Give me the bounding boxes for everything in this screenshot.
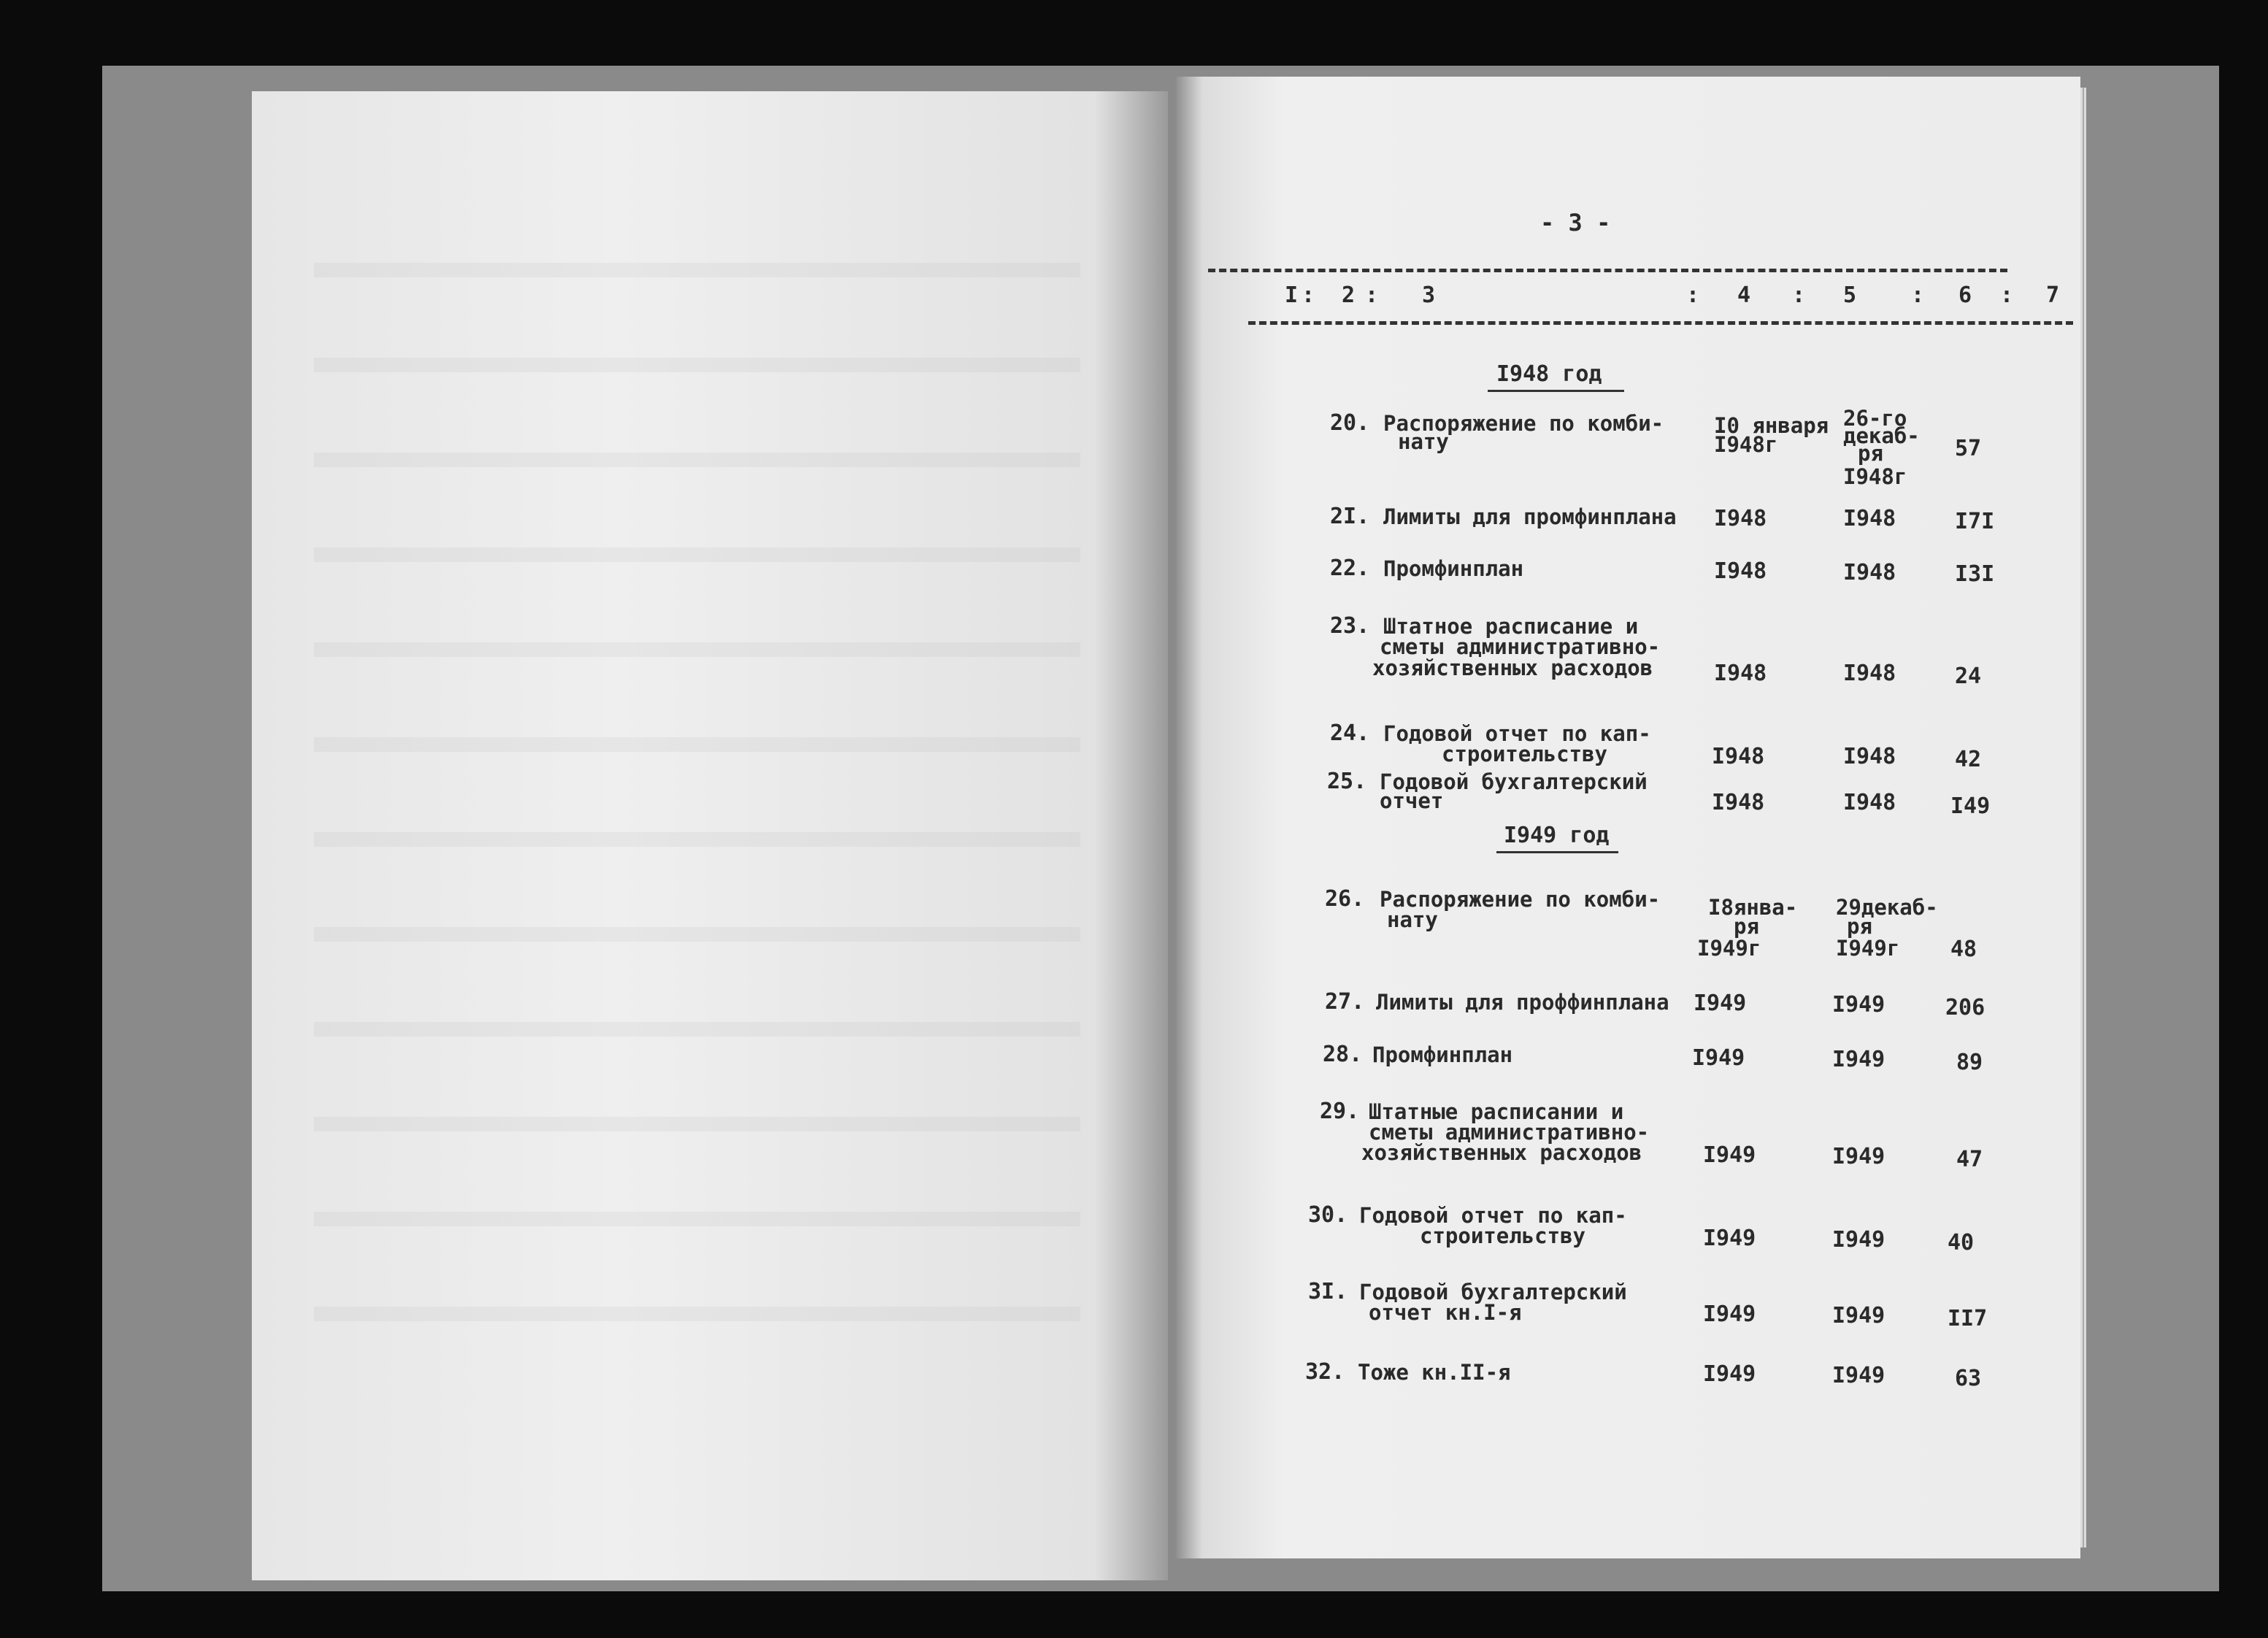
row-end-date: I949 — [1832, 1227, 1885, 1253]
row-end-date: I949 — [1832, 1144, 1885, 1169]
row-start-date: I948г — [1714, 432, 1778, 457]
row-title: отчет — [1380, 788, 1444, 813]
row-end-date: ря — [1847, 914, 1872, 939]
row-start-date: I949 — [1703, 1142, 1756, 1168]
row-title: Промфинплан — [1383, 556, 1524, 581]
row-start-date: I0 января — [1714, 413, 1829, 438]
row-sheets: 206 — [1945, 995, 1986, 1020]
header-col-4: 4 — [1737, 282, 1751, 308]
row-number: 3I. — [1308, 1279, 1348, 1304]
header-col-6: 6 — [1958, 282, 1972, 308]
row-title: Тоже кн.II-я — [1358, 1360, 1511, 1385]
row-title: строительству — [1420, 1223, 1585, 1248]
header-rule-bottom — [1248, 321, 2073, 325]
row-start-date: I948 — [1712, 790, 1765, 815]
row-start-date: I949 — [1703, 1226, 1756, 1251]
row-title: Годовой отчет по кап- — [1359, 1203, 1627, 1228]
row-number: 22. — [1330, 555, 1370, 581]
row-end-date: декаб- — [1843, 423, 1920, 448]
header-col-7: 7 — [2046, 282, 2060, 308]
row-title: Распоряжение по комби- — [1383, 411, 1664, 436]
section-title-1948: I948 год — [1488, 364, 1624, 392]
header-sep: : — [2000, 282, 2014, 308]
header-sep: : — [1792, 282, 1806, 308]
row-end-date: I949г — [1836, 936, 1900, 961]
header-sep: : — [1365, 282, 1379, 308]
row-title: Годовой бухгалтерский — [1380, 769, 1648, 794]
row-title: Годовой бухгалтерский — [1359, 1280, 1627, 1304]
row-sheets: I7I — [1955, 509, 1995, 534]
header-sep: : — [1911, 282, 1925, 308]
header-col-5: 5 — [1843, 282, 1857, 308]
header-sep: : — [1686, 282, 1700, 308]
row-end-date: I948 — [1843, 560, 1896, 585]
row-title: Штатные расписании и — [1369, 1099, 1624, 1124]
section-title-1949: I949 год — [1496, 825, 1618, 853]
row-sheets: 47 — [1956, 1147, 1983, 1172]
row-title: Лимиты для проффинплана — [1376, 990, 1669, 1015]
row-number: 23. — [1330, 613, 1370, 639]
row-title: сметы административно- — [1380, 634, 1661, 659]
row-start-date: I949 — [1692, 1045, 1745, 1071]
row-sheets: I49 — [1950, 793, 1991, 819]
row-end-date: I949 — [1832, 1363, 1885, 1388]
row-start-date: I8янва- — [1708, 895, 1798, 920]
page-number: - 3 - — [1540, 209, 1611, 237]
row-title: сметы административно- — [1369, 1120, 1650, 1145]
row-title: Штатное расписание и — [1383, 614, 1639, 639]
row-number: 29. — [1320, 1099, 1360, 1124]
row-title: хозяйственных расходов — [1372, 655, 1653, 680]
row-start-date: I948 — [1714, 506, 1767, 531]
header-col-1: I — [1285, 282, 1299, 308]
row-start-date: I948 — [1714, 558, 1767, 584]
row-start-date: I949г — [1697, 936, 1761, 961]
bleed-through-ghost — [314, 219, 1080, 1350]
row-number: 24. — [1330, 720, 1370, 746]
row-title: отчет кн.I-я — [1369, 1300, 1522, 1325]
row-title: Годовой отчет по кап- — [1383, 721, 1651, 746]
row-sheets: 42 — [1955, 747, 1982, 772]
row-end-date: I948 — [1843, 744, 1896, 769]
row-end-date: I948 — [1843, 506, 1896, 531]
row-number: 30. — [1308, 1202, 1348, 1228]
row-title: Лимиты для промфинплана — [1383, 504, 1677, 529]
row-start-date: I949 — [1703, 1301, 1756, 1327]
row-number: 26. — [1325, 886, 1365, 912]
row-title: нату — [1398, 429, 1449, 454]
header-col-2: 2 — [1342, 282, 1356, 308]
row-number: 25. — [1327, 769, 1367, 794]
row-end-date: I949 — [1832, 1303, 1885, 1329]
row-start-date: I949 — [1703, 1361, 1756, 1387]
row-sheets: 89 — [1956, 1050, 1983, 1075]
row-end-date: ря — [1858, 441, 1883, 466]
row-title: хозяйственных расходов — [1361, 1140, 1642, 1165]
row-sheets: II7 — [1948, 1306, 1988, 1331]
row-start-date: I948 — [1712, 744, 1765, 769]
row-sheets: 63 — [1955, 1366, 1982, 1391]
row-title: нату — [1387, 907, 1438, 932]
row-title: строительству — [1442, 742, 1607, 766]
row-title: Промфинплан — [1372, 1042, 1513, 1067]
header-col-3: 3 — [1422, 282, 1436, 308]
row-sheets: 48 — [1950, 937, 1977, 962]
row-start-date: I949 — [1694, 991, 1747, 1016]
row-end-date: I949 — [1832, 1047, 1885, 1072]
row-end-date: I948 — [1843, 790, 1896, 815]
row-end-date: 29декаб- — [1836, 895, 1938, 920]
row-end-date: I948г — [1843, 464, 1907, 489]
row-sheets: I3I — [1955, 561, 1995, 587]
row-sheets: 57 — [1955, 436, 1982, 461]
row-sheets: 40 — [1948, 1230, 1975, 1256]
header-sep: : — [1302, 282, 1315, 308]
row-number: 2I. — [1330, 504, 1370, 529]
row-number: 20. — [1330, 410, 1370, 436]
row-number: 28. — [1323, 1042, 1363, 1067]
row-title: Распоряжение по комби- — [1380, 887, 1661, 912]
row-start-date: I948 — [1714, 661, 1767, 686]
row-end-date: I949 — [1832, 992, 1885, 1018]
row-end-date: 26-го — [1843, 406, 1907, 431]
row-start-date: ря — [1734, 914, 1759, 939]
row-sheets: 24 — [1955, 664, 1982, 689]
row-number: 27. — [1325, 989, 1365, 1015]
row-end-date: I948 — [1843, 661, 1896, 686]
header-rule-top — [1208, 269, 2007, 272]
row-number: 32. — [1305, 1359, 1345, 1385]
